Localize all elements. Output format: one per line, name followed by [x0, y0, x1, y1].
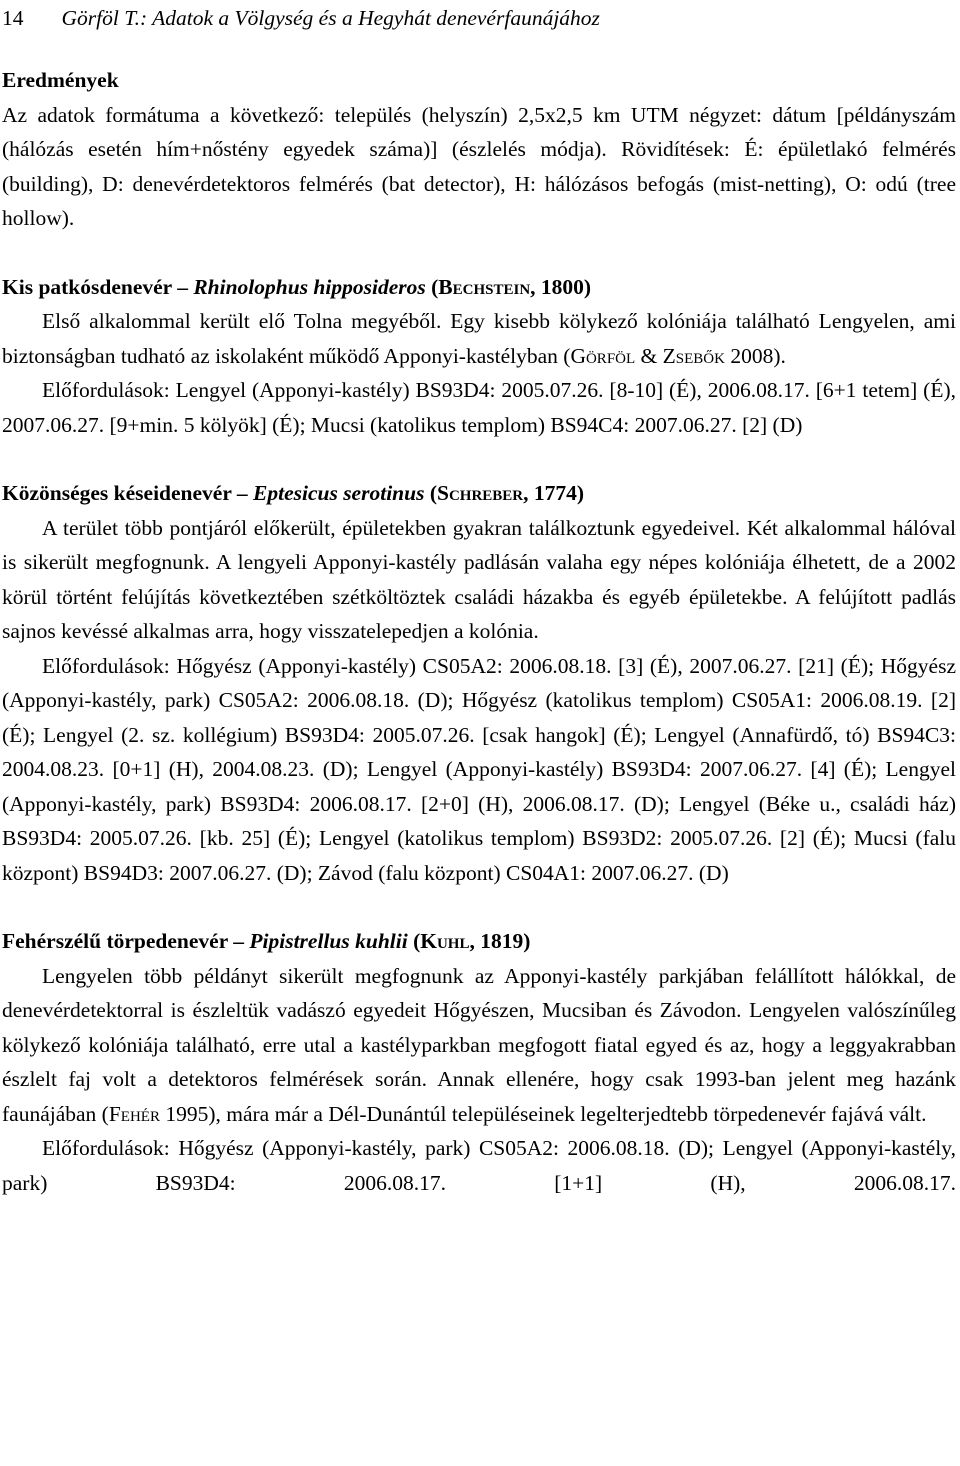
- species-section: [2, 270, 956, 443]
- species-common-name: Fehérszélű törpedenevér: [2, 929, 228, 953]
- species-occurrences: Előfordulások: Hőgyész (Apponyi-kastély, park) CS05A2: 2006.08.18. (D); Lengyel (Apponyi-kastély, park) BS93D4: 2006.08.17. [1+1] (H), 2006.08.17.: [2, 1136, 956, 1195]
- species-section: [2, 924, 956, 1200]
- author-open: (: [425, 274, 439, 299]
- description-text-continued: 1995), mára már a Dél-Dunántúl településeinek legelterjedtebb törpedenevér fajává vált.: [159, 1101, 927, 1126]
- running-title: Görföl T.: Adatok a Völgység és a Hegyhát denevérfaunájához: [61, 6, 600, 30]
- species-year: , 1819): [469, 929, 531, 953]
- species-common-name: Közönséges késeidenevér: [2, 481, 232, 505]
- species-latin-name: Eptesicus serotinus: [253, 481, 425, 505]
- species-year: , 1800): [530, 274, 592, 299]
- author-open: (: [407, 929, 421, 953]
- document-page: [0, 1, 960, 1200]
- title-dash: –: [231, 481, 253, 505]
- species-description: A terület több pontjáról előkerült, épületekben gyakran találkoztunk egyedeivel. Két alkalommal hálóval is sikerült megfognunk. A lengyeli Apponyi-kastély padlásán valaha egy népes kolóniája élhetett, de a 2002 körül történt felújítás következtében szétköltöztek családi házakba és egyéb épületekbe. A felújított padlás sajnos kevéssé alkalmas arra, hogy visszatelepedjen a kolónia.: [2, 515, 956, 643]
- species-author: Schreber: [437, 481, 524, 505]
- species-title: [2, 476, 956, 511]
- species-title: [2, 924, 956, 959]
- running-header: [2, 1, 956, 35]
- citation-year: 2008).: [724, 343, 786, 368]
- results-intro: Az adatok formátuma a következő: település (helyszín) 2,5x2,5 km UTM négyzet: dátum [példányszám (hálózás esetén hím+nőstény egyedek száma)] (észlelés módja). Rövidítések: É: épületlakó felmérés (building), D: denevérdetektoros felmérés (bat detector), H: hálózásos befogás (mist-netting), O: odú (tree hollow).: [2, 102, 956, 230]
- description-text: Első alkalommal került elő Tolna megyéből. Egy kisebb kölykező kolóniája található Lengyelen, ami biztonságban tudható az iskolaként működő Apponyi-kastélyban (: [2, 309, 956, 368]
- title-dash: –: [227, 929, 250, 953]
- species-year: , 1774): [523, 481, 585, 505]
- citation-author: Görföl & Zsebők: [570, 343, 725, 368]
- species-latin-name: Pipistrellus kuhlii: [249, 929, 408, 953]
- species-occurrences: Előfordulások: Lengyel (Apponyi-kastély) BS93D4: 2005.07.26. [8-10] (É), 2006.08.17. [6+1 tetem] (É), 2007.06.27. [9+min. 5 kölyök] (É); Mucsi (katolikus templom) BS94C4: 2007.06.27. [2] (D): [2, 378, 956, 437]
- author-open: (: [424, 481, 437, 505]
- species-description: [2, 304, 956, 373]
- species-description: [2, 959, 956, 1132]
- species-latin-name: Rhinolophus hipposideros: [193, 274, 426, 299]
- species-author: Kuhl: [420, 929, 470, 953]
- page-number: 14: [2, 6, 24, 30]
- species-occurrences: Előfordulások: Hőgyész (Apponyi-kastély) CS05A2: 2006.08.18. [3] (É), 2007.06.27. [21] (É); Hőgyész (Apponyi-kastély, park) CS05A2: 2006.08.18. (D); Hőgyész (katolikus templom) CS05A1: 2006.08.19. [2] (É); Lengyel (2. sz. kollégium) BS93D4: 2005.07.26. [csak hangok] (É); Lengyel (Annafürdő, tó) BS94C3: 2004.08.23. [0+1] (H), 2004.08.23. (D); Lengyel (Apponyi-kastély) BS93D4: 2007.06.27. [4] (É); Lengyel (Apponyi-kastély, park) BS93D4: 2006.08.17. [2+0] (H), 2006.08.17. (D); Lengyel (Béke u., családi ház) BS93D4: 2005.07.26. [kb. 25] (É); Lengyel (katolikus templom) BS93D2: 2005.07.26. [2] (É); Mucsi (falu központ) BS94D3: 2007.06.27. (D); Závod (falu központ) CS04A1: 2007.06.27. (D): [2, 653, 956, 885]
- citation-author: Fehér: [108, 1101, 160, 1126]
- species-common-name: Kis patkósdenevér: [2, 274, 172, 299]
- title-dash: –: [171, 274, 194, 299]
- results-heading: Eredmények: [2, 68, 119, 92]
- species-title: [2, 270, 956, 305]
- description-text: Lengyelen több példányt sikerült megfognunk az Apponyi-kastély parkjában felállított hálókkal, de denevérdetektorral is észleltük vadászó egyedeit Hőgyészen, Mucsiban és Závodon. Lengyelen valószínűleg kölykező kolóniája található, erre utal a kastélyparkban megfogott fiatal egyed és az, hogy a leggyakrabban észlelt faj volt a detektoros felmérések során. Annak ellenére, hogy csak 1993-ban jelent meg hazánk faunájában (: [2, 963, 956, 1126]
- species-author: Bechstein: [438, 274, 531, 299]
- species-section: [2, 476, 956, 890]
